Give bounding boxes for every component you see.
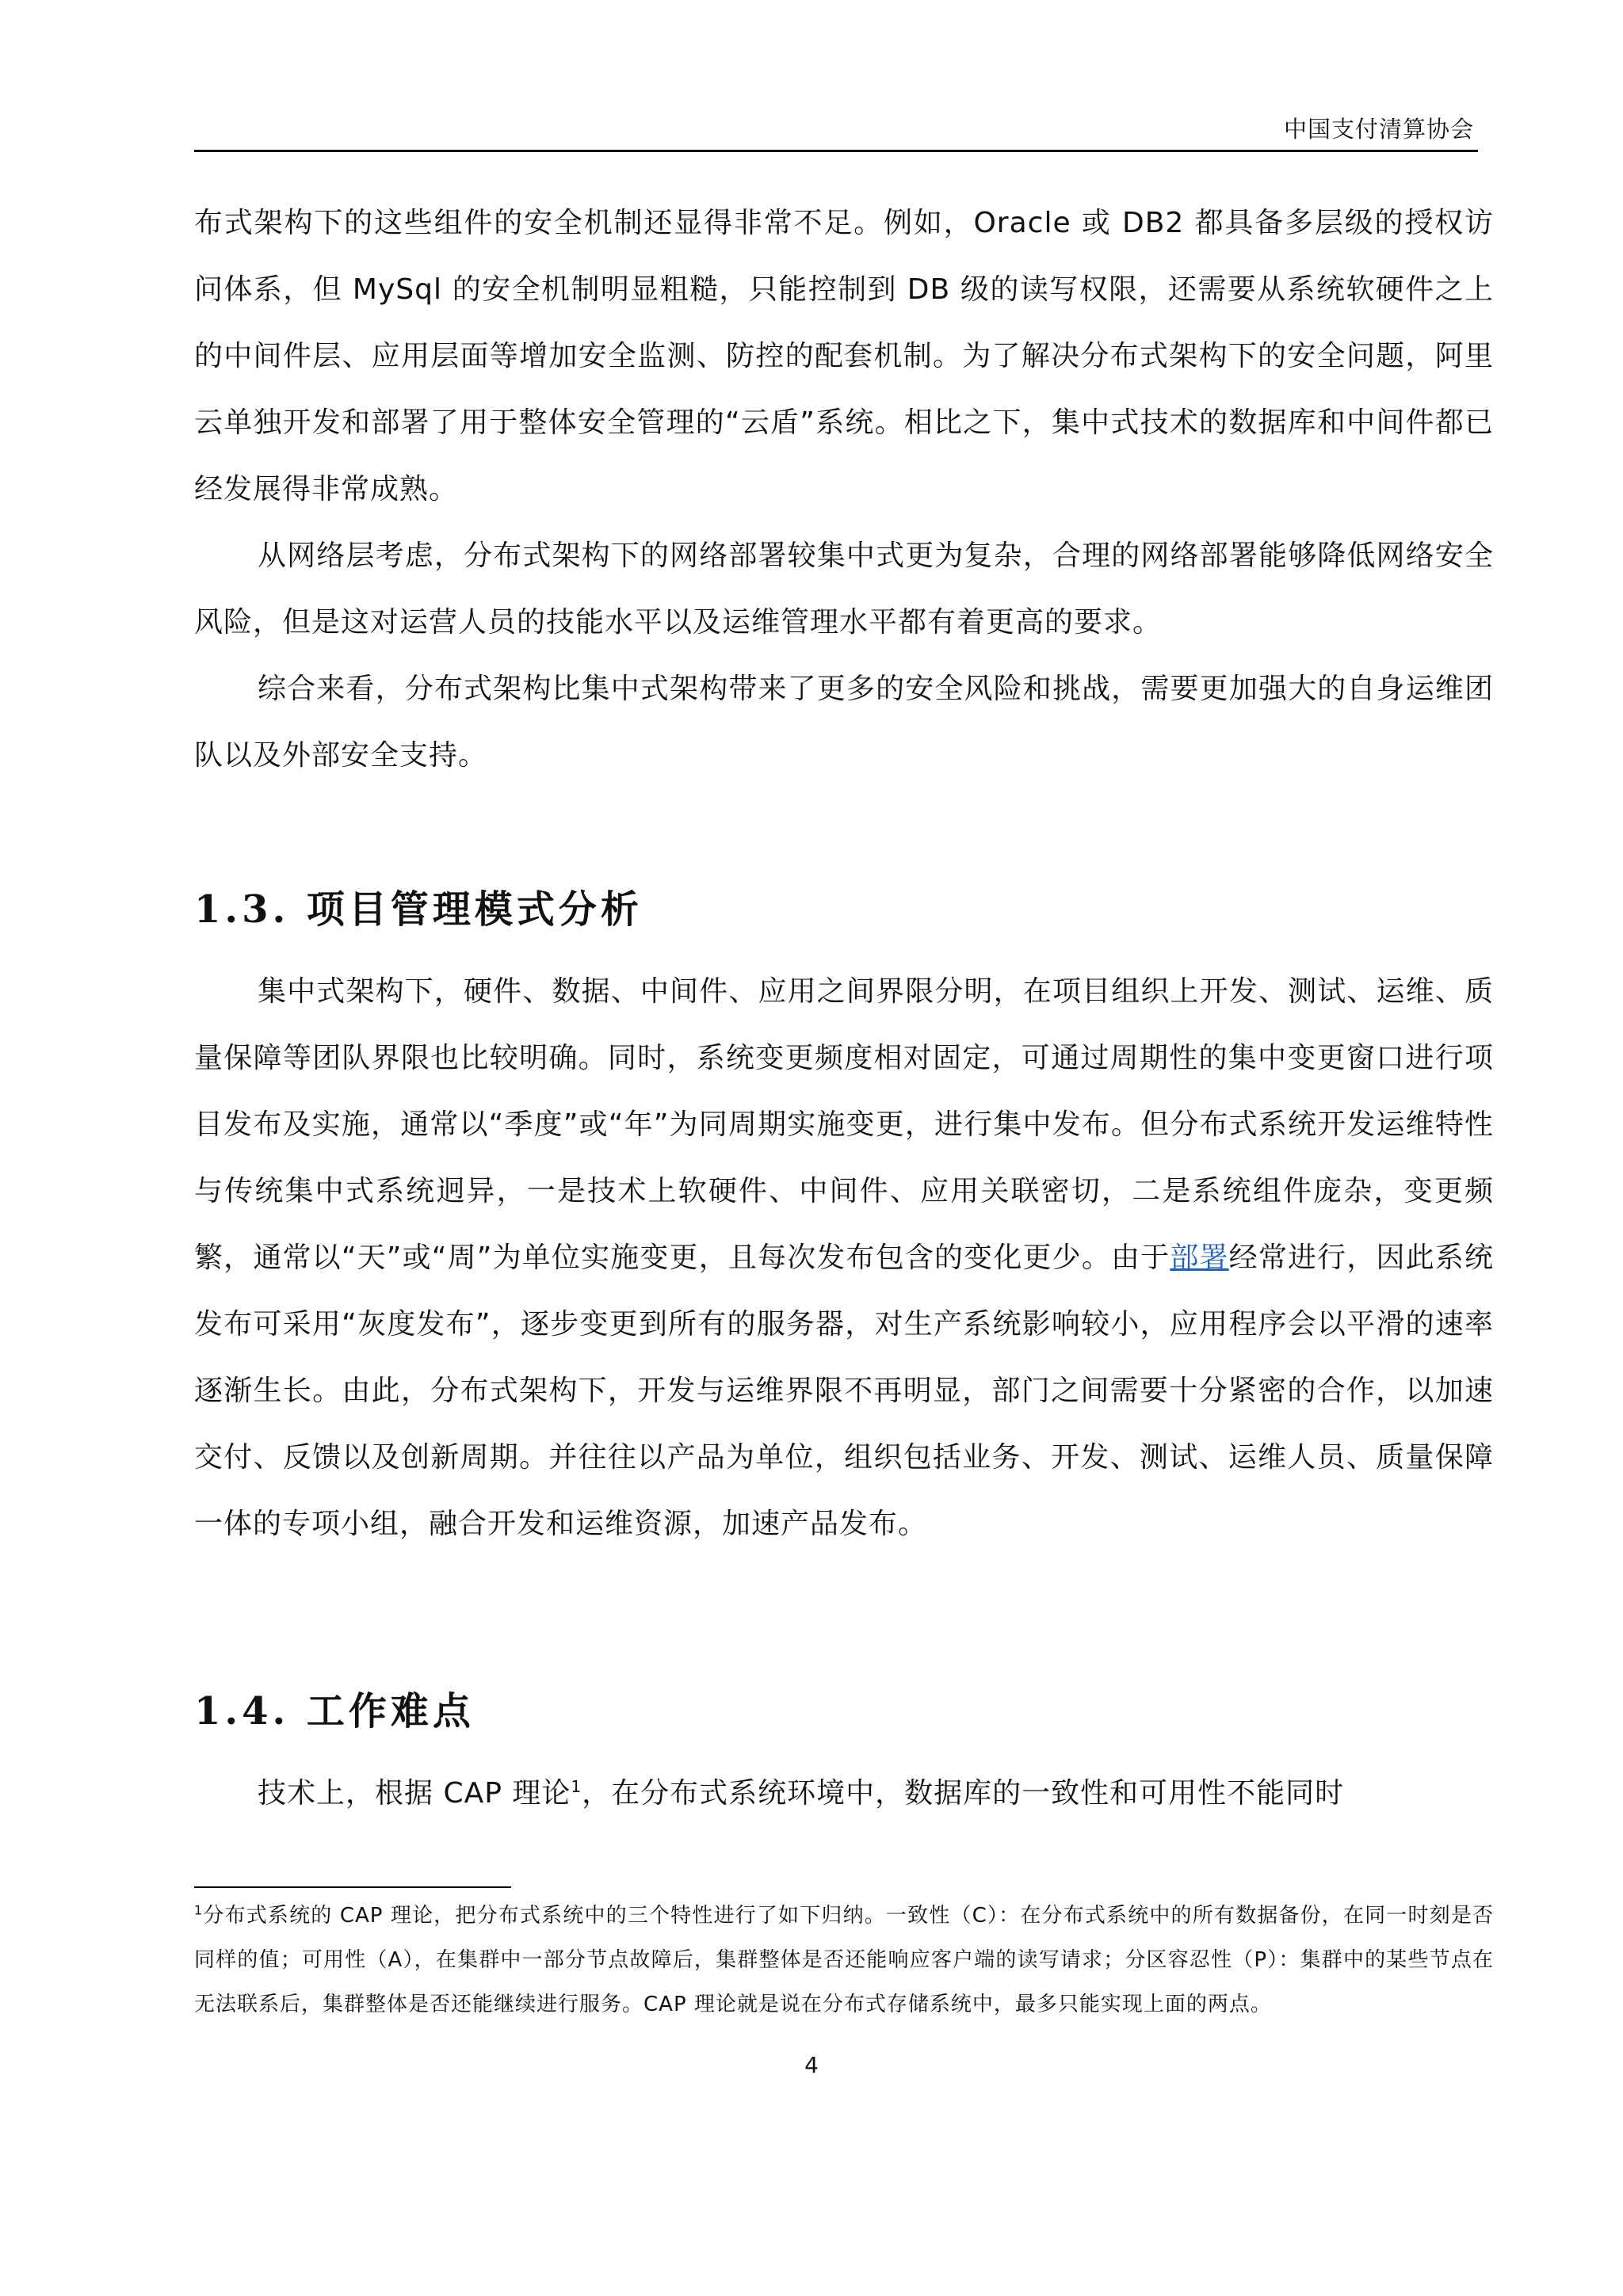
paragraph-work-difficulty	[194, 1760, 1494, 1827]
footnote-divider	[194, 1886, 511, 1888]
footnote-text: 分布式系统的 CAP 理论，把分布式系统中的三个特性进行了如下归纳。一致性（C）：在分布式系统中的所有数据备份，在同一时刻是否同样的值；可用性（A），在集群中一部分节点故障后，集群整体是否还能响应客户端的读写请求；分区容忍性（P）：集群中的某些节点在无法联系后，集群整体是否还能继续进行服务。CAP 理论就是说在分布式存储系统中，最多只能实现上面的两点。	[194, 1904, 1494, 2016]
section-1-3-body	[194, 959, 1494, 1558]
paragraph-project-management	[194, 959, 1494, 1558]
page-number: 4	[804, 2052, 819, 2078]
paragraph-network-layer: 从网络层考虑，分布式架构下的网络部署较集中式更为复杂，合理的网络部署能够降低网络安全风险，但是这对运营人员的技能水平以及运维管理水平都有着更高的要求。	[194, 540, 1494, 639]
paragraph-summary: 综合来看，分布式架构比集中式架构带来了更多的安全风险和挑战，需要更加强大的自身运维团队以及外部安全支持。	[194, 673, 1494, 772]
deployment-link[interactable]: 部署	[1170, 1241, 1229, 1274]
footnote-reference[interactable]: 1	[571, 1777, 582, 1796]
paragraph-text-part-2: 经常进行，因此系统发布可采用“灰度发布”，逐步变更到所有的服务器，对生产系统影响较小，应用程序会以平滑的速率逐渐生长。由此，分布式架构下，开发与运维界限不再明显，部门之间需要十分紧密的合作，以加速交付、反馈以及创新周期。并往往以产品为单位，组织包括业务、开发、测试、运维人员、质量保障一体的专项小组，融合开发和运维资源，加速产品发布。	[194, 1241, 1494, 1540]
section-title-1-3: 1.3. 项目管理模式分析	[194, 887, 643, 932]
footnote-marker: 1	[194, 1902, 204, 1918]
paragraph-text-before-ref: 技术上，根据 CAP 理论	[258, 1777, 571, 1810]
footnote	[194, 1894, 1494, 2027]
paragraph-text-after-ref: ，在分布式系统环境中，数据库的一致性和可用性不能同时	[582, 1777, 1345, 1810]
paragraph-text-part-1: 集中式架构下，硬件、数据、中间件、应用之间界限分明，在项目组织上开发、测试、运维、质量保障等团队界限也比较明确。同时，系统变更频度相对固定，可通过周期性的集中变更窗口进行项目发布及实施，通常以“季度”或“年”为同周期实施变更，进行集中发布。但分布式系统开发运维特性与传统集中式系统迥异，一是技术上软硬件、中间件、应用关联密切，二是系统组件庞杂，变更频繁，通常以“天”或“周”为单位实施变更，且每次发布包含的变化更少。由于	[194, 975, 1494, 1274]
section-1-4-body	[194, 1760, 1494, 1827]
paragraph-security-components: 布式架构下的这些组件的安全机制还显得非常不足。例如，Oracle 或 DB2 都具备多层级的授权访问体系，但 MySql 的安全机制明显粗糙，只能控制到 DB 级的读写权限，还需要从系统软硬件之上的中间件层、应用层面等增加安全监测、防控的配套机制。为了解决分布式架构下的安全问题，阿里云单独开发和部署了用于整体安全管理的“云盾”系统。相比之下，集中式技术的数据库和中间件都已经发展得非常成熟。	[194, 207, 1494, 505]
page-header	[194, 113, 1478, 152]
intro-section	[194, 190, 1494, 789]
section-title-1-4: 1.4. 工作难点	[194, 1689, 475, 1733]
header-org-name: 中国支付清算协会	[1283, 116, 1474, 143]
